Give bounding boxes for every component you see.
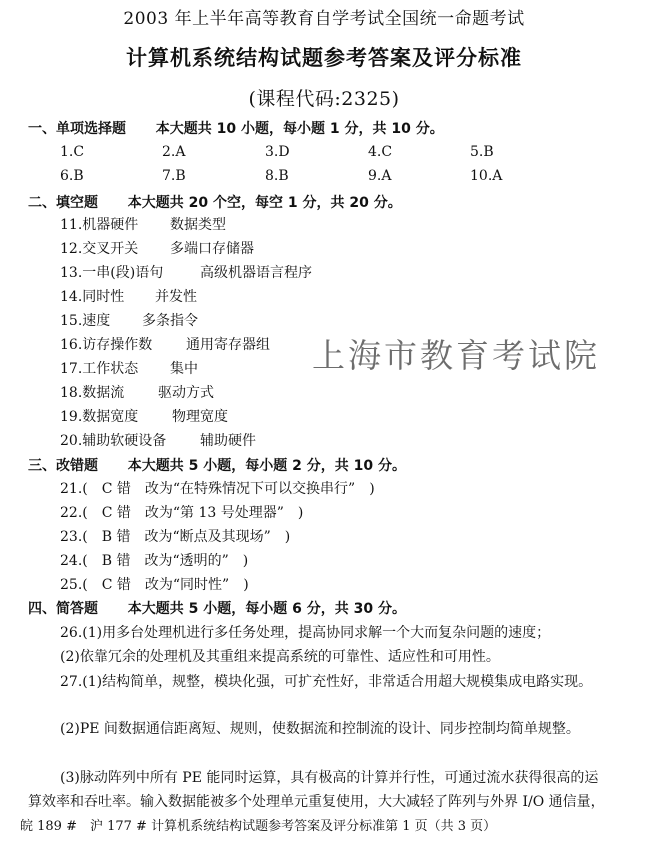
fill-item-11: 11.机器硬件 xyxy=(60,217,139,233)
essay-line-6: 算效率和吞吐率。输入数据能被多个处理单元重复使用，大大减轻了阵列与外界 I/O 通信量， xyxy=(28,794,605,810)
section-heading: 三、改错题 xyxy=(28,458,98,474)
answer-1: 1.C xyxy=(60,144,85,160)
answer-2: 2.A xyxy=(162,144,186,160)
essay-line-3: 27.(1)结构简单，规整，模块化强，可扩充性好，非常适合用超大规模集成电路实现。 xyxy=(60,674,593,690)
answer-3: 3.D xyxy=(265,144,290,160)
essay-line-1: 26.(1)用多台处理机进行多任务处理，提高协同求解一个大而复杂问题的速度； xyxy=(60,625,551,641)
answer-10: 10.A xyxy=(470,168,503,184)
answer-4: 4.C xyxy=(368,144,393,160)
essay-line-4: (2)PE 间数据通信距离短、规则，使数据流和控制流的设计、同步控制均简单规整。 xyxy=(60,721,580,737)
fill-item-15: 15.速度 xyxy=(60,313,111,329)
fill-item-17: 17.工作状态 xyxy=(60,361,139,377)
section-description: 本大题共 20 个空，每空 1 分，共 20 分。 xyxy=(127,195,402,211)
section-1-header xyxy=(28,118,444,138)
answer-6: 6.B xyxy=(60,168,84,184)
fill-item-16: 16.访存操作数 xyxy=(60,337,153,353)
fill-item-12-b: 多端口存储器 xyxy=(170,241,254,257)
correction-item-24: 24.( B 错 改为“透明的” ) xyxy=(60,553,249,569)
section-heading: 二、填空题 xyxy=(28,195,98,211)
fill-item-19-b: 物理宽度 xyxy=(172,409,228,425)
course-code: (课程代码:2325) xyxy=(248,88,400,110)
fill-item-17-b: 集中 xyxy=(170,361,198,377)
fill-item-19: 19.数据宽度 xyxy=(60,409,139,425)
correction-item-22: 22.( C 错 改为“第 13 号处理器” ) xyxy=(60,505,304,521)
section-heading: 一、单项选择题 xyxy=(28,121,126,137)
exam-title: 2003 年上半年高等教育自学考试全国统一命题考试 xyxy=(123,9,525,29)
fill-item-11-b: 数据类型 xyxy=(170,217,226,233)
fill-item-16-b: 通用寄存器组 xyxy=(186,337,270,353)
fill-item-12: 12.交叉开关 xyxy=(60,241,139,257)
fill-item-18: 18.数据流 xyxy=(60,385,125,401)
essay-line-2: (2)依靠冗余的处理机及其重组来提高系统的可靠性、适应性和可用性。 xyxy=(60,649,500,665)
section-heading: 四、简答题 xyxy=(28,601,98,617)
section-4-header xyxy=(28,598,406,618)
fill-item-13-b: 高级机器语言程序 xyxy=(200,265,312,281)
section-description: 本大题共 10 小题，每小题 1 分，共 10 分。 xyxy=(155,121,444,137)
answer-8: 8.B xyxy=(265,168,289,184)
page-footer: 皖 189 # 沪 177 # 计算机系统结构试题参考答案及评分标准第 1 页（共 3 页） xyxy=(20,819,497,834)
fill-item-15-b: 多条指令 xyxy=(142,313,198,329)
correction-item-21: 21.( C 错 改为“在特殊情况下可以交换串行” ) xyxy=(60,481,375,497)
fill-item-20-b: 辅助硬件 xyxy=(200,433,256,449)
answer-5: 5.B xyxy=(470,144,494,160)
fill-item-20: 20.辅助软硬设备 xyxy=(60,433,167,449)
fill-item-14-b: 并发性 xyxy=(155,289,197,305)
fill-item-13: 13.一串(段)语句 xyxy=(60,265,164,281)
correction-item-25: 25.( C 错 改为“同时性” ) xyxy=(60,577,249,593)
section-3-header xyxy=(28,455,406,475)
essay-line-5: (3)脉动阵列中所有 PE 能同时运算，具有极高的计算并行性，可通过流水获得很高的运 xyxy=(60,770,599,786)
section-2-header xyxy=(28,192,402,212)
watermark-text: 上海市教育考试院 xyxy=(312,336,600,375)
correction-item-23: 23.( B 错 改为“断点及其现场” ) xyxy=(60,529,291,545)
section-description: 本大题共 5 小题，每小题 6 分，共 30 分。 xyxy=(127,601,406,617)
answer-7: 7.B xyxy=(162,168,186,184)
answer-9: 9.A xyxy=(368,168,392,184)
fill-item-18-b: 驱动方式 xyxy=(158,385,214,401)
fill-item-14: 14.同时性 xyxy=(60,289,125,305)
document-title: 计算机系统结构试题参考答案及评分标准 xyxy=(126,45,522,70)
section-description: 本大题共 5 小题，每小题 2 分，共 10 分。 xyxy=(127,458,406,474)
